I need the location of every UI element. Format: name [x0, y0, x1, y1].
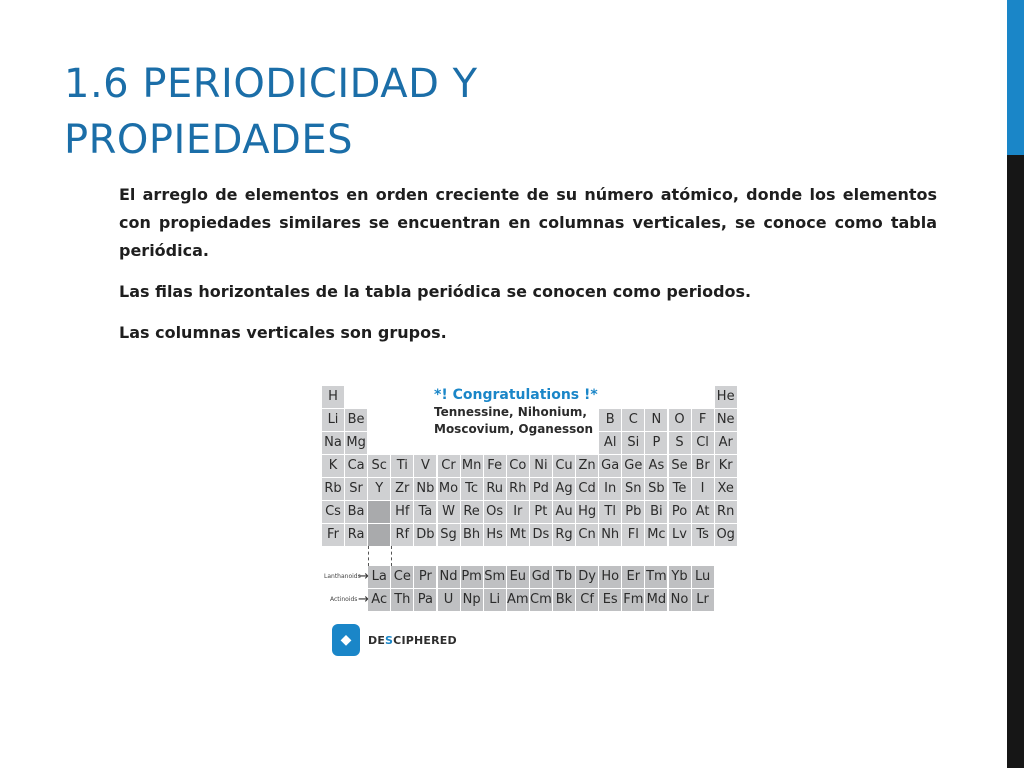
element-cell: Cr — [438, 455, 460, 477]
actinide-cell: Pa — [414, 589, 436, 611]
element-cell: Te — [669, 478, 691, 500]
element-cell: Sc — [368, 455, 390, 477]
lanthanide-cell: Lu — [692, 566, 714, 588]
element-cell: Au — [553, 501, 575, 523]
lanthanides-label: Lanthanoids — [324, 573, 361, 580]
actinide-cell: Es — [599, 589, 621, 611]
arrow-right-icon: → — [358, 592, 369, 607]
element-cell: Bh — [461, 524, 483, 546]
slide-title — [64, 56, 664, 168]
element-cell: Nb — [414, 478, 436, 500]
element-cell: Br — [692, 455, 714, 477]
element-cell: Mg — [345, 432, 367, 454]
element-cell: I — [692, 478, 714, 500]
element-cell: Al — [599, 432, 621, 454]
shield-icon: ◆ — [332, 624, 360, 656]
element-cell: Mt — [507, 524, 529, 546]
actinide-cell: Cm — [530, 589, 552, 611]
lanthanide-cell: Nd — [438, 566, 460, 588]
lanthanide-cell: Eu — [507, 566, 529, 588]
element-cell: Hf — [391, 501, 413, 523]
element-cell: Co — [507, 455, 529, 477]
actinide-cell: Bk — [553, 589, 575, 611]
element-cell: Pt — [530, 501, 552, 523]
element-cell: Fr — [322, 524, 344, 546]
desciphered-logo — [332, 624, 457, 656]
element-cell: Zr — [391, 478, 413, 500]
lanthanide-cell: Sm — [484, 566, 506, 588]
element-cell: Nh — [599, 524, 621, 546]
logo-text — [368, 634, 457, 647]
element-cell: Kr — [715, 455, 737, 477]
element-cell: Pb — [622, 501, 644, 523]
element-cell: O — [669, 409, 691, 431]
element-cell: Po — [669, 501, 691, 523]
element-cell: Se — [669, 455, 691, 477]
element-cell: Cn — [576, 524, 598, 546]
element-cell: Ti — [391, 455, 413, 477]
f-block-placeholder — [368, 524, 390, 546]
lanthanide-cell: Tb — [553, 566, 575, 588]
element-cell: Ne — [715, 409, 737, 431]
element-cell: Cs — [322, 501, 344, 523]
element-cell: N — [645, 409, 667, 431]
arrow-right-icon: → — [358, 569, 369, 584]
element-cell: Li — [322, 409, 344, 431]
element-cell: Si — [622, 432, 644, 454]
element-cell: Be — [345, 409, 367, 431]
element-cell: Ir — [507, 501, 529, 523]
element-cell: Ba — [345, 501, 367, 523]
actinide-cell: U — [438, 589, 460, 611]
actinide-cell: Li — [484, 589, 506, 611]
new-elements-line1: Tennessine, Nihonium, — [434, 405, 587, 419]
element-cell: W — [438, 501, 460, 523]
actinide-cell: Np — [461, 589, 483, 611]
element-cell: Y — [368, 478, 390, 500]
slide-title-line1: 1.6 PERIODICIDAD Y — [64, 61, 478, 107]
actinide-cell: Lr — [692, 589, 714, 611]
element-cell: Ge — [622, 455, 644, 477]
actinide-cell: Ac — [368, 589, 390, 611]
lanthanide-cell: Gd — [530, 566, 552, 588]
element-cell: Cd — [576, 478, 598, 500]
lanthanide-cell: Pm — [461, 566, 483, 588]
element-cell: Cu — [553, 455, 575, 477]
actinides-label: Actinoids — [330, 596, 358, 603]
element-cell: In — [599, 478, 621, 500]
actinide-cell: Cf — [576, 589, 598, 611]
element-cell: Os — [484, 501, 506, 523]
new-elements-line2: Moscovium, Oganesson — [434, 422, 594, 436]
element-cell: C — [622, 409, 644, 431]
element-cell: Sn — [622, 478, 644, 500]
element-cell: Sr — [345, 478, 367, 500]
element-cell: Lv — [669, 524, 691, 546]
element-cell: Xe — [715, 478, 737, 500]
logo-text-suffix: CIPHERED — [393, 633, 457, 647]
actinide-cell: No — [669, 589, 691, 611]
element-cell: Na — [322, 432, 344, 454]
lanthanide-cell: Dy — [576, 566, 598, 588]
actinide-cell: Th — [391, 589, 413, 611]
element-cell: Pd — [530, 478, 552, 500]
element-cell: Ra — [345, 524, 367, 546]
element-cell: K — [322, 455, 344, 477]
element-cell: B — [599, 409, 621, 431]
element-cell: Tc — [461, 478, 483, 500]
element-cell: As — [645, 455, 667, 477]
element-cell: Sg — [438, 524, 460, 546]
element-cell: Rg — [553, 524, 575, 546]
element-cell: Zn — [576, 455, 598, 477]
actinide-cell: Am — [507, 589, 529, 611]
paragraph-definition: El arreglo de elementos en orden creciente de su número atómico, donde los elementos con propiedades similares se encuentran en columnas verticales, se conoce como tabla periódica. — [119, 185, 937, 260]
lanthanide-cell: Ho — [599, 566, 621, 588]
element-cell: P — [645, 432, 667, 454]
lanthanide-cell: Pr — [414, 566, 436, 588]
element-cell: Ga — [599, 455, 621, 477]
element-cell: Ts — [692, 524, 714, 546]
element-cell: V — [414, 455, 436, 477]
element-cell: Ag — [553, 478, 575, 500]
element-cell: F — [692, 409, 714, 431]
congratulations-title: *! Congratulations !* — [434, 387, 598, 403]
element-cell: Ds — [530, 524, 552, 546]
element-cell: Rf — [391, 524, 413, 546]
element-cell: Hs — [484, 524, 506, 546]
element-cell: Fe — [484, 455, 506, 477]
element-cell: H — [322, 386, 344, 408]
paragraph-periods: Las filas horizontales de la tabla periódica se conocen como periodos. — [119, 282, 752, 301]
lanthanide-cell: La — [368, 566, 390, 588]
element-cell: Ar — [715, 432, 737, 454]
lanthanide-cell: Yb — [669, 566, 691, 588]
element-cell: Ca — [345, 455, 367, 477]
element-cell: He — [715, 386, 737, 408]
element-cell: Mn — [461, 455, 483, 477]
element-cell: Hg — [576, 501, 598, 523]
congratulations-banner — [434, 386, 604, 438]
lanthanide-cell: Tm — [645, 566, 667, 588]
element-cell: Mc — [645, 524, 667, 546]
element-cell: Rb — [322, 478, 344, 500]
element-cell: Ta — [414, 501, 436, 523]
element-cell: Rh — [507, 478, 529, 500]
element-cell: Ru — [484, 478, 506, 500]
right-sidebar-bar — [1007, 155, 1024, 768]
element-cell: At — [692, 501, 714, 523]
element-cell: Cl — [692, 432, 714, 454]
slide-title-line2: PROPIEDADES — [64, 117, 354, 163]
element-cell: Rn — [715, 501, 737, 523]
logo-text-highlight: S — [385, 633, 394, 647]
actinide-cell: Md — [645, 589, 667, 611]
element-cell: S — [669, 432, 691, 454]
element-cell: Fl — [622, 524, 644, 546]
f-block-placeholder — [368, 501, 390, 523]
right-accent-bar — [1007, 0, 1024, 155]
element-cell: Bi — [645, 501, 667, 523]
element-cell: Tl — [599, 501, 621, 523]
element-cell: Og — [715, 524, 737, 546]
lanthanide-cell: Er — [622, 566, 644, 588]
logo-text-prefix: DE — [368, 633, 386, 647]
element-cell: Sb — [645, 478, 667, 500]
element-cell: Ni — [530, 455, 552, 477]
element-cell: Db — [414, 524, 436, 546]
element-cell: Re — [461, 501, 483, 523]
element-cell: Mo — [438, 478, 460, 500]
lanthanide-cell: Ce — [391, 566, 413, 588]
paragraph-groups: Las columnas verticales son grupos. — [119, 323, 447, 342]
f-block-connector — [368, 546, 392, 566]
slide-body — [119, 181, 937, 360]
periodic-table-figure — [318, 380, 748, 670]
actinide-cell: Fm — [622, 589, 644, 611]
